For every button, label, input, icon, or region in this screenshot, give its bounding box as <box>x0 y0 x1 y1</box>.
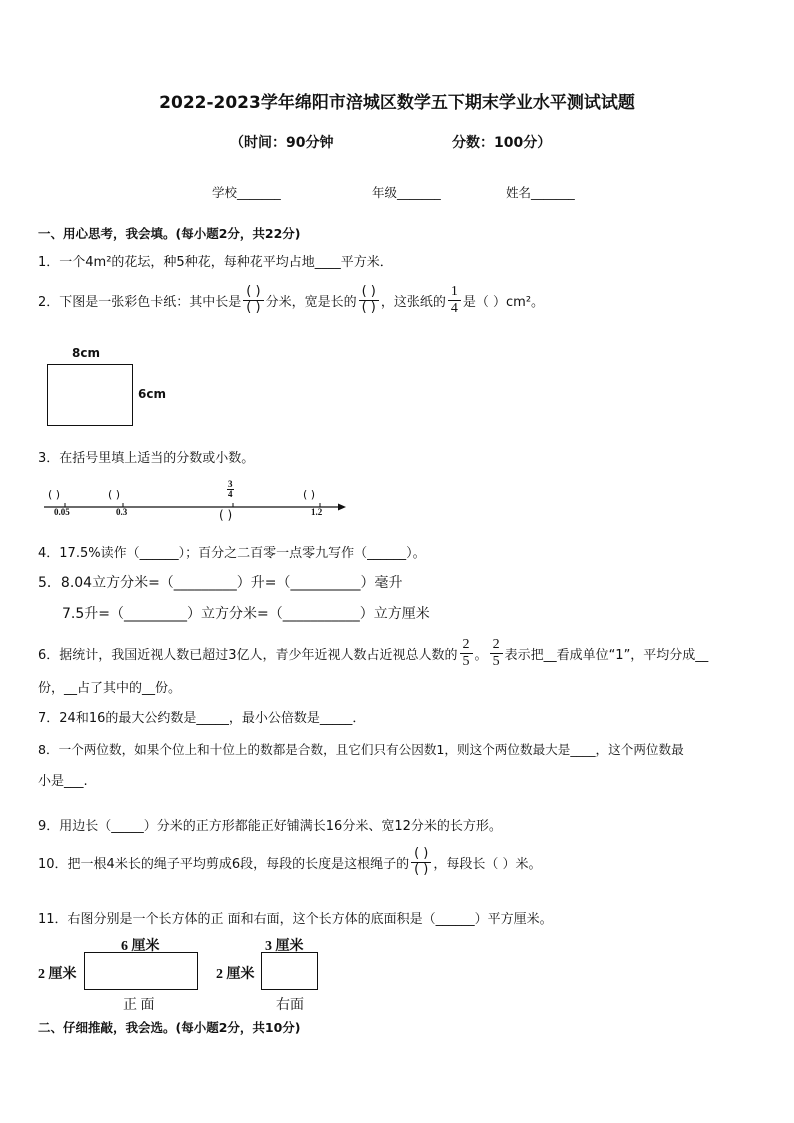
numberline-label-1-2: 1.2 <box>311 507 323 517</box>
question-8-line-2: 小是___. <box>38 774 88 789</box>
q2-text-d: 是（ ）cm²。 <box>462 295 545 311</box>
q2-fraction-blank-2: $\frac{( )}{( )}$ <box>359 285 379 316</box>
q2-text-a: 2．下图是一张彩色卡纸：其中长是 <box>38 295 242 311</box>
section-heading-fill: 一、用心思考，我会填。(每小题2分，共22分) <box>38 226 301 241</box>
numberline-fraction-three-quarters: 3 4 <box>228 479 233 500</box>
exam-time: （时间：90分钟 <box>230 135 334 151</box>
question-9: 9．用边长（_____）分米的正方形都能正好铺满长16分米、宽12分米的长方形。 <box>38 819 502 834</box>
exam-score: 分数：100分） <box>452 135 552 151</box>
right-width-label: 3 厘米 <box>265 939 304 954</box>
question-5-line-2: 7.5升=（_________）立方分米=（___________）立方厘米 <box>62 606 430 622</box>
q2-fraction-quarter: $\frac{1}{4}$ <box>448 284 461 317</box>
q10-text-a: 10．把一根4米长的绳子平均剪成6段，每段的长度是这根绳子的 <box>38 856 410 872</box>
question-4: 4．17.5%读作（______）；百分之二百零一点零九写作（______）。 <box>38 546 426 561</box>
name-field: 姓名_______ <box>506 185 575 200</box>
question-10 <box>38 847 542 878</box>
card-length-label: 8cm <box>72 346 100 360</box>
q2-text-b: 分米，宽是长的 <box>265 295 357 311</box>
numberline-label-0-3: 0.3 <box>116 507 128 517</box>
q6-text-c: 表示把__看成单位“1”，平均分成__ <box>504 648 709 664</box>
question-11: 11．右图分别是一个长方体的正 面和右面，这个长方体的底面积是（______）平方厘米。 <box>38 912 553 927</box>
q10-fraction-blank: $\frac{( )}{( )}$ <box>411 847 431 878</box>
q6-fraction-1: $\frac{2}{5}$ <box>460 637 473 670</box>
q6-fraction-2: $\frac{2}{5}$ <box>490 637 503 670</box>
grade-field: 年级_______ <box>372 185 441 200</box>
q2-text-c: ，这张纸的 <box>380 295 446 311</box>
numberline-blank-1: ( ) <box>48 488 61 501</box>
front-face-label: 正 面 <box>123 998 155 1013</box>
q6-text-a: 6．据统计，我国近视人数已超过3亿人，青少年近视人数占近视总人数的 <box>38 648 458 664</box>
q10-text-b: ，每段长（ ）米。 <box>433 856 542 872</box>
card-rectangle <box>47 364 133 426</box>
question-6 <box>38 637 708 670</box>
page-title: 2022-2023学年绵阳市涪城区数学五下期末学业水平测试试题 <box>159 93 635 113</box>
numberline-blank-3: ( ) <box>219 508 233 522</box>
right-height-label: 2 厘米 <box>216 967 255 982</box>
q6-text-b: 。 <box>474 648 488 664</box>
numberline-blank-4: ( ) <box>303 488 316 501</box>
question-1: 1．一个4m²的花坛，种5种花，每种花平均占地____平方米． <box>38 255 393 270</box>
question-2 <box>38 284 544 317</box>
right-face-label: 右面 <box>276 998 304 1013</box>
q2-fraction-blank-1: $\frac{( )}{( )}$ <box>243 285 263 316</box>
numberline-label-0-05: 0.05 <box>54 507 70 517</box>
school-field: 学校_______ <box>212 185 281 200</box>
question-8-line-1: 8．一个两位数，如果个位上和十位上的数都是合数，且它们只有公因数1，则这个两位数最大是____，这个两位数最 <box>38 742 684 757</box>
front-face-rectangle <box>84 952 198 990</box>
card-width-label: 6cm <box>138 387 166 401</box>
question-6-line-2: 份，__占了其中的__份。 <box>38 681 182 696</box>
front-height-label: 2 厘米 <box>38 967 77 982</box>
question-3: 3．在括号里填上适当的分数或小数。 <box>38 451 255 466</box>
front-length-label: 6 厘米 <box>121 939 160 954</box>
numberline-blank-2: ( ) <box>108 488 121 501</box>
right-face-rectangle <box>261 952 318 990</box>
section-heading-choice: 二、仔细推敲，我会选。(每小题2分，共10分) <box>38 1020 301 1035</box>
question-7: 7．24和16的最大公约数是_____，最小公倍数是_____． <box>38 711 366 726</box>
question-5-line-1: 5．8.04立方分米=（_________）升=（__________）毫升 <box>38 575 403 591</box>
